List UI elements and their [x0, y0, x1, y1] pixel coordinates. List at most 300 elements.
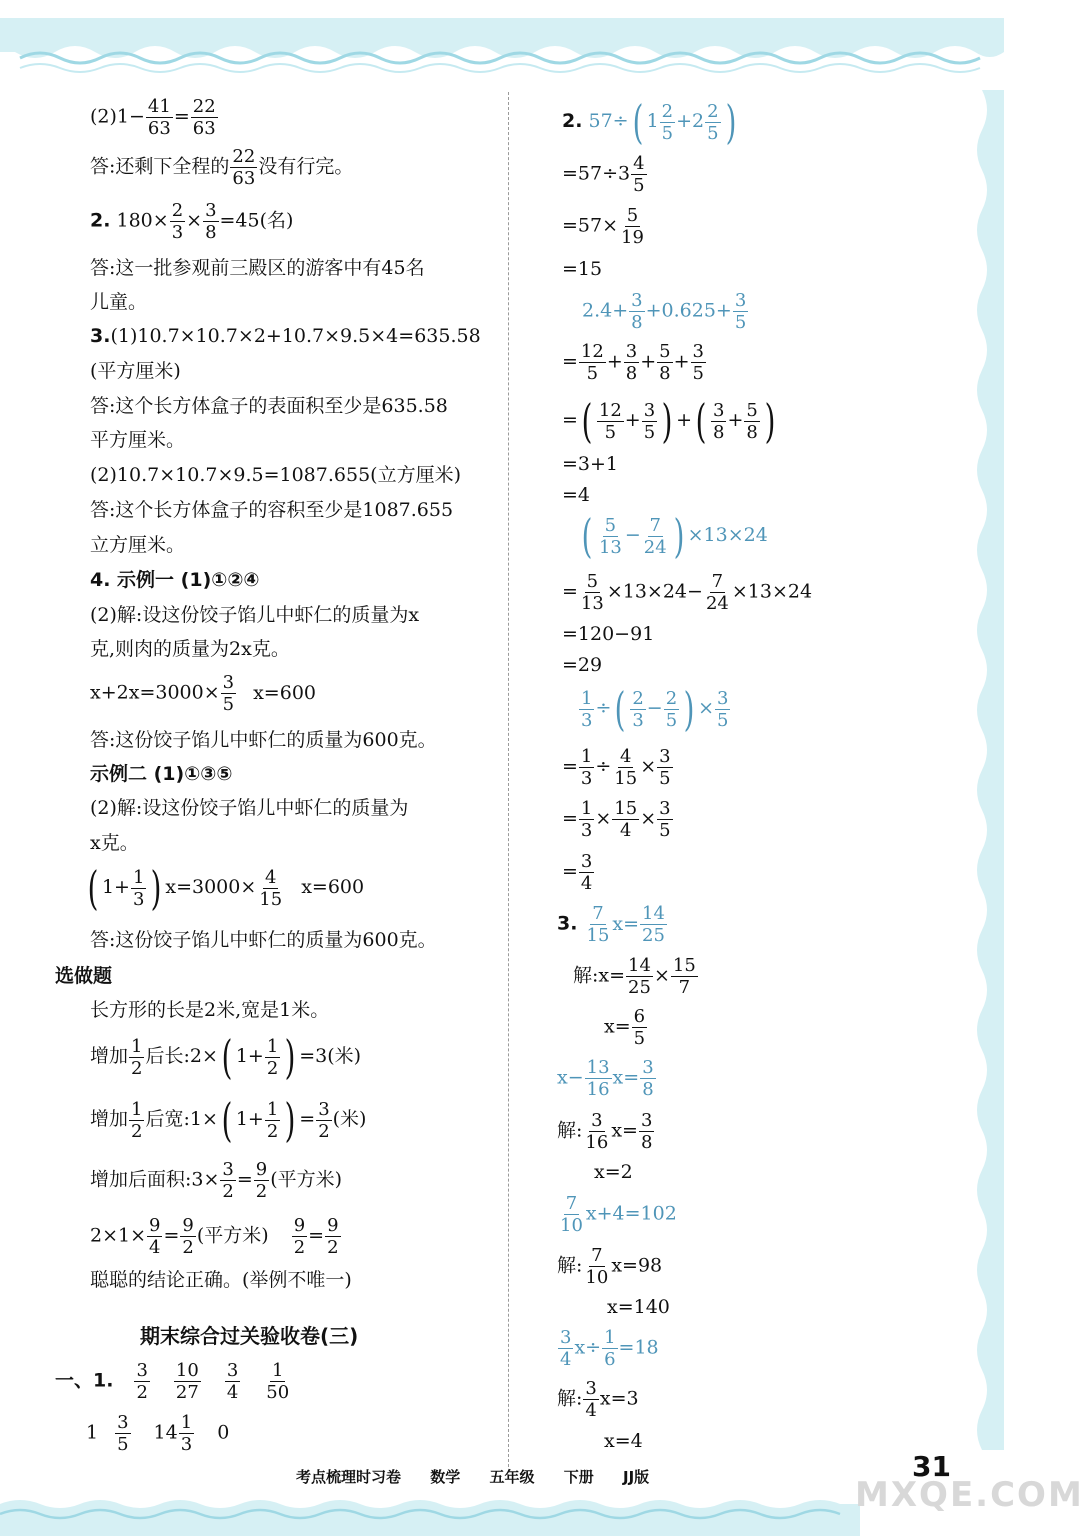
- numerator: 7: [649, 514, 661, 536]
- numerator: 9: [255, 1159, 268, 1180]
- answer-line-18: 示例二 (1)①③⑤: [90, 763, 233, 785]
- denominator: 24: [705, 593, 729, 614]
- answer-line-19: (2)解:设这份饺子馅儿中虾仁的质量为: [90, 797, 409, 819]
- calc-line-19: [573, 955, 699, 998]
- section-title: 期末综合过关验收卷(三): [140, 1324, 359, 1348]
- text: +: [624, 409, 641, 431]
- denominator: 5: [659, 768, 671, 789]
- denominator: 5: [692, 363, 704, 384]
- numerator: 1: [131, 1098, 143, 1120]
- bottom-wave-border: [0, 1490, 1004, 1536]
- denominator: 8: [205, 222, 217, 243]
- text: 1: [86, 1421, 99, 1444]
- fraction: [640, 903, 667, 946]
- text: ×: [186, 209, 203, 232]
- calc-line-3: [562, 205, 647, 248]
- fraction: [146, 96, 173, 139]
- numerator: 3: [136, 1360, 148, 1381]
- text: =45(名): [219, 209, 294, 232]
- text: +2: [676, 110, 705, 132]
- fraction: [642, 400, 657, 443]
- text: 没有行完。: [258, 155, 354, 178]
- numerator: 13: [586, 1057, 610, 1078]
- denominator: 5: [586, 363, 599, 384]
- denominator: 13: [598, 536, 622, 558]
- answer-line-28: [90, 1215, 342, 1258]
- denominator: 4: [226, 1382, 239, 1403]
- numerator: 3: [222, 1159, 234, 1180]
- fraction: [657, 341, 672, 384]
- numerator: 1: [132, 866, 145, 888]
- numerator: 9: [293, 1215, 306, 1236]
- numerator: 15: [672, 955, 696, 976]
- text: (2)1−: [90, 105, 145, 128]
- text: +: [640, 350, 657, 373]
- text: =: [236, 1168, 253, 1191]
- fraction: [639, 1110, 654, 1153]
- denominator: 3: [632, 709, 644, 731]
- denominator: 2: [266, 1120, 279, 1142]
- answer-line-9: 平方厘米。: [90, 429, 186, 451]
- denominator: 4: [580, 873, 593, 894]
- fraction: [744, 400, 759, 443]
- numerator: 3: [642, 1057, 654, 1078]
- calc-line-18: [557, 903, 668, 946]
- paren-close: ): [151, 861, 162, 915]
- fraction: [691, 341, 706, 384]
- text: 解:x=: [573, 964, 626, 987]
- text: 14: [153, 1421, 178, 1444]
- answer-line-1: [90, 96, 219, 139]
- fraction: [630, 688, 645, 731]
- denominator: 10: [585, 1267, 609, 1288]
- denominator: 2: [136, 1382, 148, 1403]
- text: =: [299, 1108, 316, 1130]
- numerator: 9: [149, 1215, 161, 1236]
- numerator: 1: [271, 1360, 284, 1381]
- fraction: [134, 1360, 149, 1403]
- top-wave-border: [0, 0, 1004, 78]
- text: 解:: [557, 1119, 583, 1142]
- text: =3(米): [299, 1045, 362, 1067]
- text: +: [606, 350, 623, 373]
- numerator: 9: [327, 1215, 339, 1236]
- fraction: [585, 1057, 612, 1100]
- numerator: 12: [598, 399, 622, 421]
- denominator: 7: [678, 977, 691, 998]
- text: =: [163, 1224, 180, 1247]
- calc-line-28: [557, 1378, 639, 1421]
- denominator: 3: [180, 1434, 193, 1455]
- problem-expression: [557, 1327, 659, 1370]
- denominator: 27: [175, 1382, 199, 1403]
- numerator: 5: [604, 514, 617, 536]
- page-number: 31: [912, 1450, 951, 1483]
- denominator: 3: [580, 768, 593, 789]
- numerator: 9: [182, 1215, 194, 1236]
- numerator: 3: [717, 687, 729, 709]
- text: ×: [640, 807, 657, 830]
- fraction: [264, 1360, 291, 1403]
- numerator: 22: [232, 146, 256, 167]
- question-number: 2.: [562, 110, 583, 132]
- denominator: 6: [604, 1349, 616, 1370]
- text: =: [562, 409, 578, 431]
- calc-line-9: =4: [562, 484, 591, 506]
- fraction: [579, 851, 594, 894]
- text: 答:还剩下全程的: [90, 155, 230, 178]
- denominator: 2: [266, 1057, 279, 1079]
- numerator: 14: [628, 955, 651, 976]
- numerator: 2: [632, 687, 644, 709]
- answer-line-7: (平方厘米): [90, 360, 181, 382]
- text: +: [676, 409, 693, 431]
- answer-line-14: (2)解:设这份饺子馅儿中虾仁的质量为x: [90, 604, 420, 626]
- denominator: 5: [633, 175, 645, 196]
- numerator: 14: [642, 903, 665, 924]
- calc-line-15: [562, 746, 674, 789]
- numerator: 6: [633, 1006, 646, 1027]
- fraction: [265, 1099, 280, 1142]
- fraction: [221, 672, 236, 715]
- text: x=: [612, 1066, 640, 1089]
- denominator: 8: [625, 363, 638, 384]
- text: =57×: [562, 214, 619, 237]
- fraction: [292, 1215, 307, 1258]
- numerator: 41: [147, 96, 171, 117]
- answer-line-3: [90, 200, 293, 243]
- fraction: [203, 200, 218, 243]
- fraction: [579, 746, 594, 789]
- denominator: 8: [631, 312, 643, 333]
- denominator: 2: [327, 1237, 339, 1258]
- denominator: 5: [707, 122, 719, 144]
- text: 1: [646, 110, 659, 132]
- fraction: [179, 1412, 194, 1455]
- text: x=3000×: [165, 876, 257, 898]
- problem-expression: [584, 903, 668, 946]
- fraction: [602, 1327, 617, 1370]
- numerator: 1: [580, 746, 593, 767]
- fraction: [660, 101, 675, 144]
- answer-line-26: [90, 1093, 367, 1147]
- numerator: 5: [746, 399, 758, 421]
- fraction: [657, 746, 672, 789]
- fraction: [704, 571, 731, 614]
- text: x=98: [611, 1254, 663, 1277]
- watermark: MXQE.COM: [855, 1475, 1084, 1515]
- numerator: 1: [581, 687, 593, 709]
- fraction: [191, 96, 218, 139]
- fraction: [632, 1006, 647, 1049]
- denominator: 5: [633, 1028, 646, 1049]
- fraction: [579, 341, 606, 384]
- answer-line-21: [84, 861, 365, 915]
- text: =: [173, 105, 190, 128]
- footer-volume: 下册: [563, 1468, 594, 1486]
- calc-line-7: [562, 394, 779, 448]
- calc-line-1: [562, 95, 740, 149]
- denominator: 25: [628, 977, 651, 998]
- numerator: 3: [222, 672, 235, 693]
- denominator: 8: [640, 1132, 653, 1153]
- denominator: 8: [712, 421, 725, 443]
- answer-line-6: [90, 327, 481, 346]
- paren-close: ): [725, 95, 736, 149]
- paren-close: ): [764, 394, 776, 448]
- numerator: 7: [711, 571, 724, 592]
- numerator: 2: [707, 100, 719, 122]
- answer-line-25: [90, 1030, 362, 1084]
- text: =: [562, 350, 578, 373]
- numerator: 3: [631, 290, 643, 311]
- fraction: [174, 1360, 201, 1403]
- fraction: [257, 867, 284, 910]
- paren-open: (: [87, 861, 99, 915]
- text: 解:: [557, 1387, 583, 1410]
- numerator: 1: [580, 798, 593, 819]
- fraction: [583, 1110, 610, 1153]
- denominator: 4: [560, 1349, 572, 1370]
- text: 增加: [90, 1045, 129, 1067]
- text: x=: [604, 1015, 631, 1038]
- fraction: [115, 1412, 130, 1455]
- text: ×: [595, 807, 612, 830]
- calc-line-2: [562, 153, 648, 196]
- numerator: 3: [643, 399, 656, 421]
- denominator: 8: [642, 1079, 654, 1100]
- denominator: 8: [746, 421, 758, 443]
- text: (米): [332, 1108, 367, 1130]
- fraction: [129, 1036, 144, 1079]
- fraction: [220, 1159, 235, 1202]
- fraction: [631, 153, 646, 196]
- answer-line-2: [90, 146, 353, 189]
- numerator: 7: [565, 1193, 578, 1214]
- paren-open: (: [221, 1093, 233, 1147]
- denominator: 10: [560, 1215, 583, 1236]
- numerator: 15: [614, 798, 638, 819]
- answer-line-8: 答:这个长方体盒子的表面积至少是635.58: [90, 395, 448, 417]
- denominator: 15: [259, 888, 283, 910]
- fraction: [597, 400, 624, 443]
- text: +: [727, 409, 744, 431]
- denominator: 5: [604, 421, 617, 443]
- calc-line-22: [557, 1110, 655, 1153]
- text: x=: [612, 912, 640, 935]
- problem-expression: [582, 290, 749, 333]
- denominator: 2: [131, 1057, 143, 1079]
- denominator: 3: [581, 709, 593, 731]
- fraction: [626, 955, 653, 998]
- text: =: [308, 1224, 325, 1247]
- answer-line-31: [86, 1412, 229, 1455]
- footer-book-title: 考点梳理时习卷: [296, 1468, 402, 1486]
- fraction: [131, 867, 146, 910]
- denominator: 5: [717, 709, 729, 731]
- denominator: 4: [620, 820, 632, 841]
- paren-close: ): [683, 682, 695, 736]
- denominator: 50: [266, 1382, 290, 1403]
- text: 0: [217, 1421, 230, 1444]
- fraction: [585, 903, 612, 946]
- numerator: 7: [591, 1245, 603, 1266]
- text: 180×: [116, 209, 169, 232]
- denominator: 2: [318, 1120, 330, 1142]
- denominator: 13: [580, 593, 604, 614]
- numerator: 22: [192, 96, 216, 117]
- calc-line-23: x=2: [594, 1161, 633, 1183]
- text: ÷: [595, 755, 612, 778]
- text: =: [562, 860, 578, 883]
- fraction: [558, 1327, 573, 1370]
- calc-line-6: [562, 341, 707, 384]
- fraction: [640, 1057, 655, 1100]
- numerator: 3: [712, 399, 725, 421]
- fraction: [230, 146, 257, 189]
- optional-section-heading: 选做题: [55, 965, 113, 987]
- problem-expression: [578, 682, 731, 736]
- text: (平方米): [270, 1168, 343, 1191]
- denominator: 63: [192, 118, 216, 139]
- footer-edition: JJ版: [623, 1468, 650, 1486]
- denominator: 2: [293, 1237, 306, 1258]
- text: =: [562, 755, 578, 778]
- text: x=600: [253, 681, 316, 704]
- fraction: [711, 400, 726, 443]
- fraction: [579, 798, 594, 841]
- denominator: 3: [171, 222, 184, 243]
- fraction: [612, 746, 639, 789]
- numerator: 12: [580, 341, 604, 362]
- text: x+4=102: [585, 1202, 677, 1225]
- numerator: 3: [226, 1360, 239, 1381]
- denominator: 24: [643, 536, 667, 558]
- answer-line-4: 答:这一批参观前三殿区的游客中有45名: [90, 257, 425, 279]
- text: (平方米): [196, 1224, 269, 1247]
- numerator: 3: [659, 798, 671, 819]
- fraction: [265, 1036, 280, 1079]
- fraction: [254, 1159, 269, 1202]
- text: x−: [557, 1066, 584, 1089]
- text: 解:: [557, 1254, 583, 1277]
- problem-expression: [557, 1193, 677, 1236]
- numerator: 3: [318, 1098, 330, 1120]
- text: ÷: [595, 697, 612, 719]
- footer-subject: 数学: [430, 1468, 461, 1486]
- paren-open: (: [632, 95, 643, 149]
- denominator: 19: [621, 227, 644, 248]
- question-number: 3.: [90, 325, 111, 347]
- denominator: 5: [659, 820, 671, 841]
- text: 1+: [235, 1108, 264, 1130]
- denominator: 2: [131, 1120, 143, 1142]
- answer-line-5: 儿童。: [90, 291, 148, 313]
- text: x=600: [301, 876, 365, 898]
- numerator: 3: [205, 200, 217, 221]
- numerator: 3: [117, 1412, 129, 1433]
- fraction: [705, 101, 720, 144]
- fraction: [619, 205, 646, 248]
- answer-line-30: [55, 1360, 292, 1403]
- denominator: 5: [661, 122, 674, 144]
- answer-line-29: 聪聪的结论正确。(举例不唯一): [90, 1269, 352, 1291]
- text: ×13×24−: [606, 580, 703, 603]
- answer-line-15: 克,则肉的质量为2x克。: [90, 638, 290, 660]
- fraction: [583, 1378, 598, 1421]
- numerator: 10: [175, 1360, 199, 1381]
- fraction: [170, 200, 185, 243]
- fraction: [612, 798, 639, 841]
- answer-line-16: [90, 672, 316, 715]
- denominator: 3: [132, 888, 145, 910]
- right-wave-border: [968, 90, 1004, 1480]
- fraction: [225, 1360, 240, 1403]
- problem-expression: [578, 509, 768, 563]
- fraction: [733, 290, 748, 333]
- problem-expression: [557, 1057, 657, 1100]
- answer-line-22: 答:这份饺子馅儿中虾仁的质量为600克。: [90, 929, 437, 951]
- numerator: 3: [625, 341, 638, 362]
- numerator: 1: [180, 1412, 193, 1433]
- text: ×: [653, 964, 670, 987]
- text: ×13×24: [731, 580, 813, 603]
- numerator: 7: [592, 903, 604, 924]
- text: x÷: [574, 1336, 602, 1359]
- paren-open: (: [614, 682, 626, 736]
- denominator: 8: [659, 363, 671, 384]
- answer-line-12: 立方厘米。: [90, 534, 186, 556]
- numerator: 2: [171, 200, 184, 221]
- calc-line-13: =29: [562, 654, 603, 676]
- fraction: [629, 290, 644, 333]
- text: 2×1×: [90, 1224, 147, 1247]
- denominator: 5: [734, 312, 747, 333]
- denominator: 15: [614, 768, 638, 789]
- numerator: 3: [734, 290, 747, 311]
- numerator: 1: [266, 1098, 279, 1120]
- text: =: [562, 807, 578, 830]
- numerator: 4: [633, 153, 645, 174]
- text: ×: [698, 697, 715, 719]
- denominator: 2: [222, 1181, 234, 1202]
- numerator: 3: [585, 1378, 597, 1399]
- paren-open: (: [695, 394, 707, 448]
- text: ×13×24: [687, 524, 768, 546]
- numerator: 3: [591, 1110, 603, 1131]
- fraction: [316, 1099, 331, 1142]
- paren-open: (: [581, 509, 593, 563]
- text: x=3: [599, 1387, 639, 1410]
- denominator: 3: [580, 820, 593, 841]
- denominator: 4: [585, 1400, 597, 1421]
- text: 后宽:1×: [145, 1108, 218, 1130]
- calc-line-4: =15: [562, 258, 603, 280]
- question-number: 一、1.: [55, 1369, 114, 1392]
- answer-line-13: 4. 示例一 (1)①②④: [90, 569, 260, 591]
- paren-close: ): [673, 509, 685, 563]
- calc-line-20: [604, 1006, 648, 1049]
- denominator: 63: [232, 168, 256, 189]
- numerator: 5: [659, 341, 671, 362]
- fraction: [664, 688, 679, 731]
- fraction: [579, 688, 594, 731]
- question-number: 3.: [557, 912, 578, 935]
- denominator: 5: [665, 709, 678, 731]
- text: 1+: [101, 876, 130, 898]
- denominator: 15: [586, 925, 610, 946]
- fraction: [657, 798, 672, 841]
